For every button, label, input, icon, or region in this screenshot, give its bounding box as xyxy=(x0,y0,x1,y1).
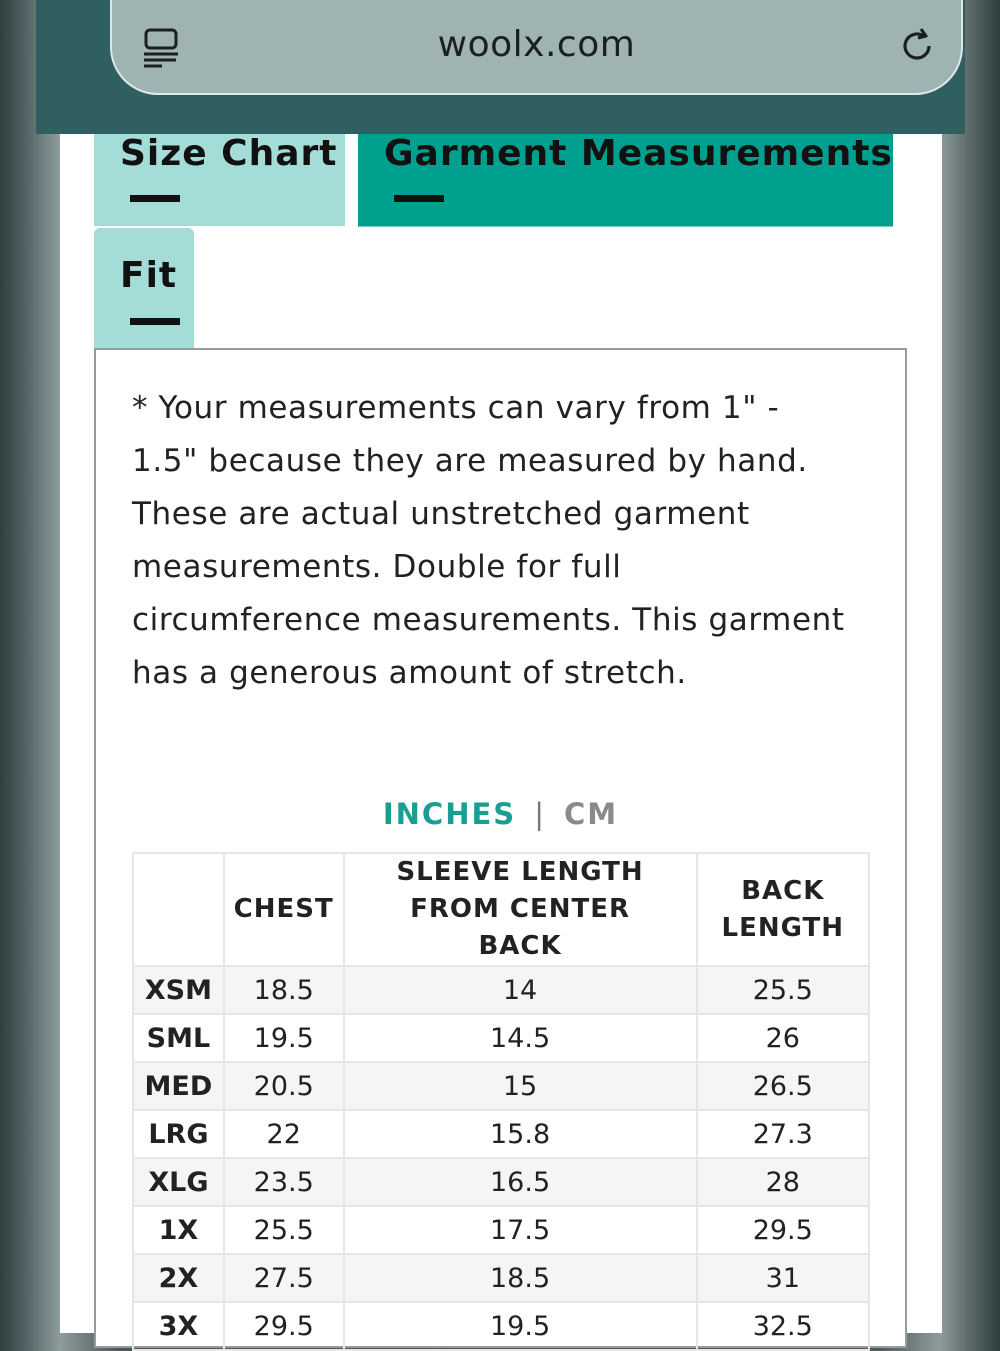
tab-fit-label: Fit xyxy=(120,255,178,296)
measurement-cell: 19.5 xyxy=(344,1302,697,1350)
table-header-chest: CHEST xyxy=(224,853,344,966)
table-row xyxy=(133,1158,869,1206)
measurement-cell: 26.5 xyxy=(697,1062,869,1110)
tab-dash xyxy=(394,195,444,202)
measurement-cell: 27.3 xyxy=(697,1110,869,1158)
measurement-cell: 29.5 xyxy=(697,1206,869,1254)
table-row xyxy=(133,966,869,1014)
page-content xyxy=(60,133,942,1342)
table-row xyxy=(133,1110,869,1158)
measurement-cell: 17.5 xyxy=(344,1206,697,1254)
unit-toggle xyxy=(96,797,905,831)
measurement-cell: 29.5 xyxy=(224,1302,344,1350)
tab-size-chart[interactable] xyxy=(94,134,345,226)
measurement-cell: 23.5 xyxy=(224,1158,344,1206)
table-row xyxy=(133,1206,869,1254)
measurement-cell: 15 xyxy=(344,1062,697,1110)
measurement-cell: 26 xyxy=(697,1014,869,1062)
measurement-cell: 25.5 xyxy=(697,966,869,1014)
measurement-cell: 19.5 xyxy=(224,1014,344,1062)
measurements-panel xyxy=(94,348,907,1348)
url-text[interactable]: woolx.com xyxy=(437,24,636,65)
measurement-cell: 25.5 xyxy=(224,1206,344,1254)
measurement-cell: 18.5 xyxy=(224,966,344,1014)
table-header-sleeve: SLEEVE LENGTH FROM CENTER BACK xyxy=(344,853,697,966)
tab-garment-label: Garment Measurements xyxy=(384,133,893,174)
size-cell: MED xyxy=(133,1062,224,1110)
tab-size-chart-label: Size Chart xyxy=(120,133,338,174)
table-header-row xyxy=(133,853,869,966)
size-cell: 1X xyxy=(133,1206,224,1254)
tab-fit[interactable] xyxy=(94,228,194,349)
measurement-cell: 28 xyxy=(697,1158,869,1206)
measurement-cell: 16.5 xyxy=(344,1158,697,1206)
measurement-cell: 32.5 xyxy=(697,1302,869,1350)
size-cell: XLG xyxy=(133,1158,224,1206)
table-row xyxy=(133,1302,869,1350)
measurement-cell: 14.5 xyxy=(344,1014,697,1062)
size-cell: 3X xyxy=(133,1302,224,1350)
measurement-cell: 22 xyxy=(224,1110,344,1158)
size-cell: LRG xyxy=(133,1110,224,1158)
tab-dash xyxy=(130,318,180,325)
table-header-size xyxy=(133,853,224,966)
table-row xyxy=(133,1254,869,1302)
cm-toggle[interactable]: CM xyxy=(563,797,619,831)
browser-toolbar xyxy=(36,0,965,134)
size-cell: SML xyxy=(133,1014,224,1062)
measurement-cell: 20.5 xyxy=(224,1062,344,1110)
size-cell: XSM xyxy=(133,966,224,1014)
unit-separator: | xyxy=(534,797,546,831)
table-row xyxy=(133,1014,869,1062)
measurement-cell: 15.8 xyxy=(344,1110,697,1158)
measurement-cell: 18.5 xyxy=(344,1254,697,1302)
measurement-note: * Your measurements can vary from 1" - 1.5" because they are measured by hand. These are actual unstretched garment measurements. Double for full circumference measurements. This garment has a generous amount of stretch. xyxy=(132,390,845,691)
tab-garment-measurements[interactable] xyxy=(358,134,893,227)
measurement-cell: 27.5 xyxy=(224,1254,344,1302)
inches-toggle[interactable]: INCHES xyxy=(382,797,517,831)
table-row xyxy=(133,1062,869,1110)
table-header-back-length: BACK LENGTH xyxy=(697,853,869,966)
address-bar[interactable] xyxy=(110,0,963,95)
size-cell: 2X xyxy=(133,1254,224,1302)
reload-icon[interactable] xyxy=(897,26,937,66)
measurements-table xyxy=(132,852,870,1351)
tab-dash xyxy=(130,195,180,202)
measurement-cell: 14 xyxy=(344,966,697,1014)
measurement-cell: 31 xyxy=(697,1254,869,1302)
